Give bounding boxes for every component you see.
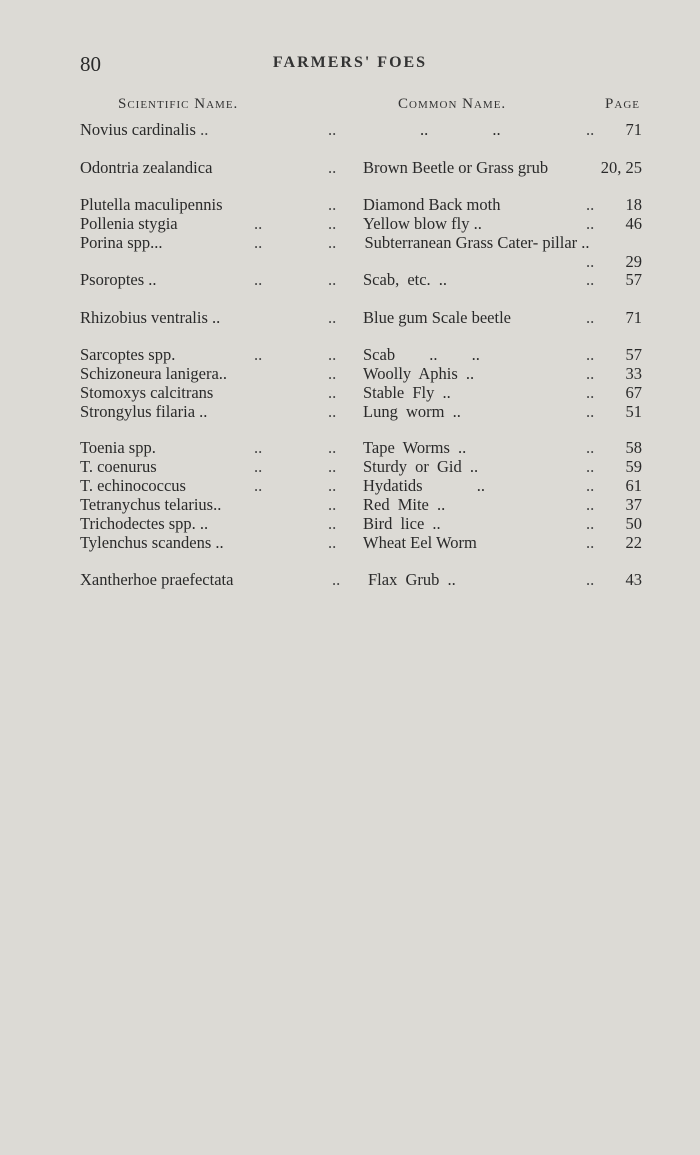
- page-ref: 61: [625, 476, 642, 495]
- common-name: Stable Fly ..: [363, 383, 451, 402]
- common-name: Woolly Aphis ..: [363, 364, 475, 383]
- leader-dots: ..: [586, 383, 595, 402]
- leader-dots: ..: [586, 476, 595, 495]
- scientific-name: Schizoneura lanigera..: [80, 364, 228, 383]
- common-name: Brown Beetle or Grass grub: [363, 158, 549, 177]
- leader-dots: ..: [328, 214, 337, 233]
- scientific-name: Tetranychus telarius..: [80, 495, 222, 514]
- common-name: Flax Grub ..: [368, 570, 456, 589]
- common-name: Lung worm ..: [363, 402, 461, 421]
- leader-dots: ..: [586, 438, 595, 457]
- scientific-name: Stomoxys calcitrans: [80, 383, 214, 402]
- leader-dots: ..: [328, 270, 337, 289]
- leader-dots: ..: [328, 476, 337, 495]
- scientific-name: Novius cardinalis ..: [80, 120, 209, 139]
- page-ref: 20, 25: [600, 158, 642, 177]
- page-ref: 18: [625, 195, 642, 214]
- leader-dots: ..: [328, 514, 337, 533]
- common-name: Scab, etc. ..: [363, 270, 448, 289]
- scientific-name: Rhizobius ventralis ..: [80, 308, 221, 327]
- leader-dots: ..: [328, 120, 337, 139]
- leader-dots: ..: [586, 120, 595, 139]
- leader-dots: ..: [328, 345, 337, 364]
- common-name: Tape Worms ..: [363, 438, 467, 457]
- scientific-name: Xantherhoe praefectata: [80, 570, 234, 589]
- leader-dots: ..: [586, 364, 595, 383]
- column-header-page: Page: [605, 96, 640, 112]
- scientific-name: Trichodectes spp. ..: [80, 514, 209, 533]
- page-ref: 33: [625, 364, 642, 383]
- common-name: Hydatids ..: [363, 476, 485, 495]
- page-ref: 29: [625, 252, 642, 271]
- common-name: Yellow blow fly ..: [363, 214, 482, 233]
- leader-dots: ..: [586, 252, 595, 271]
- common-name: Bird lice ..: [363, 514, 441, 533]
- scientific-name: Toenia spp. ..: [80, 438, 263, 457]
- page-ref: 37: [625, 495, 642, 514]
- leader-dots: ..: [328, 233, 337, 252]
- leader-dots: ..: [328, 383, 337, 402]
- leader-dots: ..: [328, 438, 337, 457]
- leader-dots: ..: [328, 495, 337, 514]
- scientific-name: Psoroptes .. ..: [80, 270, 263, 289]
- common-name: Diamond Back moth: [363, 195, 501, 214]
- scientific-name: Odontria zealandica: [80, 158, 213, 177]
- common-name: .. ..: [420, 120, 501, 139]
- scientific-name: T. echinococcus ..: [80, 476, 263, 495]
- page-ref: 59: [625, 457, 642, 476]
- leader-dots: ..: [328, 457, 337, 476]
- page-ref: 71: [625, 308, 642, 327]
- leader-dots: ..: [586, 308, 595, 327]
- leader-dots: ..: [328, 195, 337, 214]
- scientific-name: T. coenurus ..: [80, 457, 263, 476]
- common-name: Subterranean Grass Cater- pillar ..: [364, 233, 590, 252]
- leader-dots: ..: [586, 195, 595, 214]
- common-name: Scab .. ..: [363, 345, 480, 364]
- leader-dots: ..: [328, 308, 337, 327]
- page-ref: 58: [625, 438, 642, 457]
- page-ref: 46: [625, 214, 642, 233]
- page-ref: 43: [625, 570, 642, 589]
- leader-dots: ..: [332, 570, 341, 589]
- column-header-common: Common Name.: [398, 96, 507, 112]
- scientific-name: Pollenia stygia ..: [80, 214, 263, 233]
- common-name: Wheat Eel Worm: [363, 533, 477, 552]
- scientific-name: Porina spp... ..: [80, 233, 263, 252]
- page-ref: 50: [625, 514, 642, 533]
- column-header-scientific: Scientific Name.: [118, 96, 239, 112]
- leader-dots: ..: [586, 345, 595, 364]
- leader-dots: ..: [586, 514, 595, 533]
- leader-dots: ..: [586, 214, 595, 233]
- leader-dots: ..: [586, 457, 595, 476]
- scientific-name: Strongylus filaria ..: [80, 402, 208, 421]
- scientific-name: Plutella maculipennis: [80, 195, 223, 214]
- page-ref: 67: [625, 383, 642, 402]
- leader-dots: ..: [586, 402, 595, 421]
- page-ref: 57: [625, 270, 642, 289]
- page-ref: 71: [625, 120, 642, 139]
- leader-dots: ..: [586, 570, 595, 589]
- leader-dots: ..: [328, 402, 337, 421]
- page-ref: 51: [625, 402, 642, 421]
- common-name: Sturdy or Gid ..: [363, 457, 479, 476]
- leader-dots: ..: [328, 533, 337, 552]
- leader-dots: ..: [328, 364, 337, 383]
- page-ref: 57: [625, 345, 642, 364]
- leader-dots: ..: [586, 270, 595, 289]
- page-ref: 22: [625, 533, 642, 552]
- page-number: 80: [80, 52, 101, 76]
- scientific-name: Sarcoptes spp. ..: [80, 345, 263, 364]
- leader-dots: ..: [328, 158, 337, 177]
- leader-dots: ..: [586, 533, 595, 552]
- common-name: Red Mite ..: [363, 495, 446, 514]
- scientific-name: Tylenchus scandens ..: [80, 533, 224, 552]
- running-head: FARMERS' FOES: [272, 54, 428, 71]
- leader-dots: ..: [586, 495, 595, 514]
- common-name: Blue gum Scale beetle: [363, 308, 511, 327]
